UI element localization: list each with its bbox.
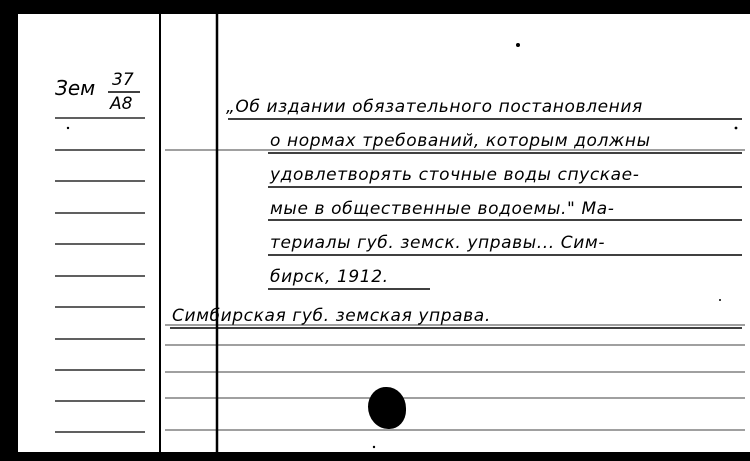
shelfmark-code: Зем xyxy=(55,76,96,100)
entry-line-1: „Об издании обязательного постановления xyxy=(226,97,643,117)
ink-blot xyxy=(368,387,406,429)
entry-line-2: о нормах требований, которым должны xyxy=(270,131,651,151)
shelfmark-denominator: А8 xyxy=(110,94,133,114)
entry-line-3: удовлетворять сточные воды спускае- xyxy=(270,165,640,185)
entry-line-4: мые в общественные водоемы." Ма- xyxy=(270,199,615,219)
entry-line-5: териалы губ. земск. управы... Сим- xyxy=(270,233,606,253)
author-line: Симбирская губ. земская управа. xyxy=(172,306,491,326)
entry-line-6: бирск, 1912. xyxy=(270,267,389,287)
shelfmark-numerator: 37 xyxy=(112,70,134,90)
